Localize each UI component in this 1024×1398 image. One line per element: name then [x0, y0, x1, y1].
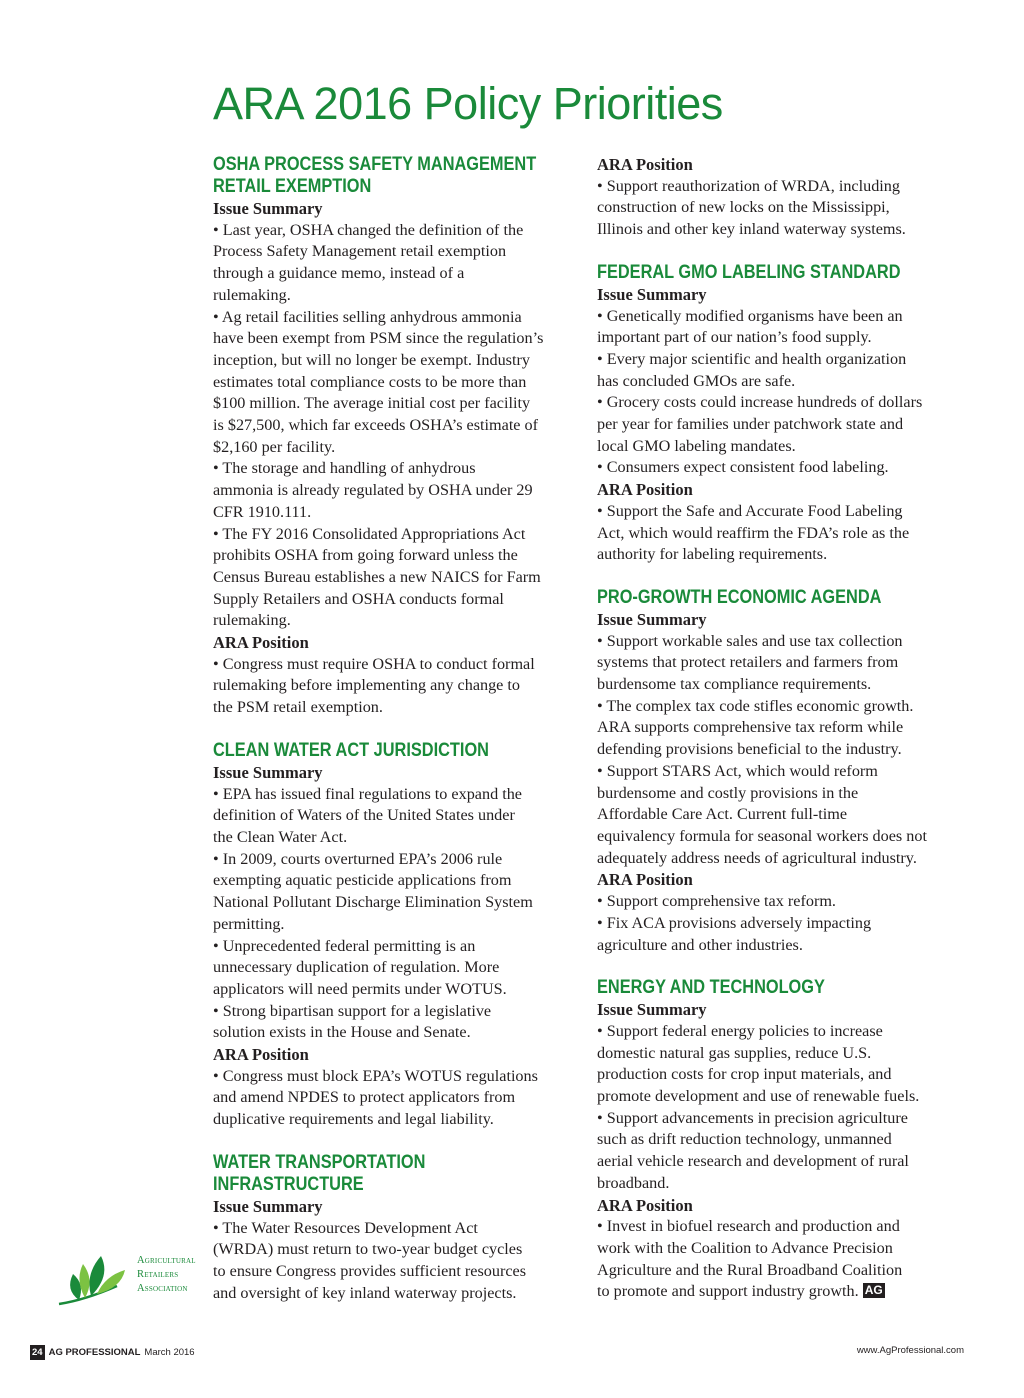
text-line: have been exempt from PSM since the regulation’s — [213, 329, 544, 348]
issue-summary-text — [597, 306, 969, 480]
text-line: prohibits OSHA from going forward unless the — [213, 546, 518, 565]
issue-summary-text — [213, 1218, 585, 1305]
footer-left — [30, 1345, 195, 1360]
section-heading: ENERGY AND TECHNOLOGY — [597, 977, 825, 999]
text-line: • Consumers expect consistent food labeling. — [597, 458, 889, 477]
text-line: • Strong bipartisan support for a legislative — [213, 1001, 492, 1020]
text-line: the Clean Water Act. — [213, 827, 348, 846]
issue-summary-text — [597, 1021, 969, 1195]
text-line: National Pollutant Discharge Elimination System — [213, 893, 533, 912]
text-line: important part of our nation’s food supply. — [597, 328, 872, 347]
ara-position-label: ARA Position — [213, 1045, 309, 1065]
text-line: promote development and use of renewable fuels. — [597, 1087, 920, 1106]
text-line: defending provisions beneficial to the industry. — [597, 740, 902, 759]
section-heading: PRO-GROWTH ECONOMIC AGENDA — [597, 586, 882, 608]
text-line: CFR 1910.111. — [213, 502, 312, 521]
text-line: rulemaking. — [213, 611, 291, 630]
text-line: • The storage and handling of anhydrous — [213, 459, 476, 478]
text-line: ammonia is already regulated by OSHA under 29 — [213, 481, 533, 500]
text-line: $100 million. The average initial cost per facility — [213, 394, 531, 413]
text-line: to promote and support industry growth. — [597, 1282, 859, 1301]
text-line: broadband. — [597, 1173, 670, 1192]
text-line: duplicative requirements and legal liability. — [213, 1110, 494, 1129]
text-line: work with the Coalition to Advance Precision — [597, 1238, 893, 1257]
text-line: Affordable Care Act. Current full-time — [597, 805, 848, 824]
ara-position-label: ARA Position — [213, 633, 309, 653]
text-line: authority for labeling requirements. — [597, 545, 828, 564]
text-line: • Unprecedented federal permitting is an — [213, 936, 476, 955]
text-line: • The complex tax code stifles economic growth. — [597, 696, 914, 715]
text-line: Census Bureau establishes a new NAICS for Farm — [213, 567, 541, 586]
text-line: Supply Retailers and OSHA conducts formal — [213, 589, 504, 608]
page-number: 24 — [32, 1347, 43, 1358]
issue-summary-text — [597, 631, 969, 870]
text-line: • Support workable sales and use tax collection — [597, 631, 903, 650]
ara-position-text — [597, 176, 969, 241]
text-line: Illinois and other key inland waterway systems. — [597, 220, 906, 239]
magazine-name: AG PROFESSIONAL — [48, 1347, 141, 1358]
text-line: • Support reauthorization of WRDA, including — [597, 176, 900, 195]
text-line: adequately address needs of agricultural industry. — [597, 848, 917, 867]
text-line: • Support the Safe and Accurate Food Labeling — [597, 501, 903, 520]
text-line: • Invest in biofuel research and production and — [597, 1217, 900, 1236]
text-line: through a guidance memo, instead of a — [213, 264, 465, 283]
ara-position-text — [597, 1216, 969, 1303]
issue-summary-label: Issue Summary — [213, 762, 323, 782]
end-mark-icon: AG — [864, 1283, 883, 1298]
text-line: the PSM retail exemption. — [213, 698, 383, 717]
text-line: $2,160 per facility. — [213, 437, 336, 456]
text-line: and amend NPDES to protect applicators from — [213, 1088, 516, 1107]
text-line: • EPA has issued final regulations to expand the — [213, 784, 522, 803]
left-column — [213, 154, 585, 1304]
issue-date: March 2016 — [144, 1347, 195, 1358]
text-line: to ensure Congress provides sufficient resources — [213, 1261, 527, 1280]
ara-logo — [55, 1250, 195, 1314]
text-line: estimates total compliance costs to be more than — [213, 372, 527, 391]
section-heading: CLEAN WATER ACT JURISDICTION — [213, 739, 489, 761]
text-line: solution exists in the House and Senate. — [213, 1023, 471, 1042]
text-line: Agriculture and the Rural Broadband Coalition — [597, 1260, 903, 1279]
text-line: • In 2009, courts overturned EPA’s 2006 rule — [213, 849, 503, 868]
text-line: aerial vehicle research and development of rural — [597, 1152, 909, 1171]
section-heading: WATER TRANSPORTATION INFRASTRUCTURE — [213, 1151, 426, 1195]
text-line: • Grocery costs could increase hundreds of dollars — [597, 393, 923, 412]
right-column — [597, 154, 969, 1303]
text-line: domestic natural gas supplies, reduce U.S. — [597, 1043, 872, 1062]
ara-position-text — [213, 654, 585, 719]
text-line: is $27,500, which far exceeds OSHA’s estimate of — [213, 416, 539, 435]
issue-summary-label: Issue Summary — [213, 199, 323, 218]
text-line: • Congress must require OSHA to conduct formal — [213, 654, 535, 673]
text-line: • Last year, OSHA changed the definition of the — [213, 220, 524, 239]
ara-position-text — [597, 891, 969, 956]
text-line: rulemaking before implementing any change to — [213, 676, 521, 695]
ara-position-text — [213, 1066, 585, 1131]
ara-position-label: ARA Position — [597, 870, 693, 890]
ara-position-label: ARA Position — [597, 480, 693, 500]
text-line: burdensome and costly provisions in the — [597, 783, 859, 802]
text-line: equivalency formula for seasonal workers does not — [597, 826, 927, 845]
text-line: • Support advancements in precision agriculture — [597, 1108, 908, 1127]
text-line: rulemaking. — [213, 285, 291, 304]
text-line: • The Water Resources Development Act — [213, 1218, 478, 1237]
text-line: Act, which would reaffirm the FDA’s role as the — [597, 523, 910, 542]
section-heading: FEDERAL GMO LABELING STANDARD — [597, 261, 901, 283]
text-line: • Fix ACA provisions adversely impacting — [597, 913, 872, 932]
issue-summary-text — [213, 220, 585, 632]
text-line: such as drift reduction technology, unmanned — [597, 1130, 892, 1149]
text-line: • Support STARS Act, which would reform — [597, 761, 878, 780]
text-line: local GMO labeling mandates. — [597, 436, 796, 455]
ara-position-text — [597, 501, 969, 566]
text-line: • The FY 2016 Consolidated Appropriations Act — [213, 524, 526, 543]
text-line: inception, but will no longer be exempt. Industry — [213, 350, 530, 369]
text-line: definition of Waters of the United States under — [213, 806, 515, 825]
page-title: ARA 2016 Policy Priorities — [213, 78, 723, 129]
text-line: • Every major scientific and health organization — [597, 349, 907, 368]
text-line: • Ag retail facilities selling anhydrous ammonia — [213, 307, 522, 326]
text-line: (WRDA) must return to two-year budget cycles — [213, 1240, 523, 1259]
text-line: permitting. — [213, 914, 285, 933]
text-line: exempting aquatic pesticide applications from — [213, 871, 512, 890]
text-line: burdensome tax compliance requirements. — [597, 675, 872, 694]
ara-position-label: ARA Position — [597, 155, 693, 174]
text-line: Process Safety Management retail exemption — [213, 242, 507, 261]
text-line: has concluded GMOs are safe. — [597, 371, 796, 390]
text-line: and oversight of key inland waterway projects. — [213, 1283, 517, 1302]
text-line: • Support comprehensive tax reform. — [597, 892, 836, 911]
text-line: per year for families under patchwork state and — [597, 415, 904, 434]
text-line: • Genetically modified organisms have been an — [597, 306, 903, 325]
section-heading: OSHA PROCESS SAFETY MANAGEMENT RETAIL EXEMPTION — [213, 154, 537, 197]
issue-summary-label: Issue Summary — [597, 284, 707, 304]
text-line: • Congress must block EPA’s WOTUS regulations — [213, 1066, 538, 1085]
text-line: unnecessary duplication of regulation. More — [213, 958, 500, 977]
issue-summary-label: Issue Summary — [213, 1196, 323, 1216]
text-line: • Support federal energy policies to increase — [597, 1021, 883, 1040]
text-line: applicators will need permits under WOTUS. — [213, 979, 507, 998]
leaf-logo-icon — [55, 1250, 137, 1314]
text-line: production costs for crop input materials, and — [597, 1065, 892, 1084]
issue-summary-label: Issue Summary — [597, 609, 707, 629]
issue-summary-label: Issue Summary — [597, 1000, 707, 1020]
ara-position-label: ARA Position — [597, 1195, 693, 1215]
text-line: agriculture and other industries. — [597, 935, 803, 954]
issue-summary-text — [213, 784, 585, 1044]
text-line: systems that protect retailers and farmers from — [597, 653, 899, 672]
logo-text: Agricultural Retailers Association — [137, 1255, 196, 1294]
text-line: construction of new locks on the Mississippi, — [597, 198, 890, 217]
text-line: ARA supports comprehensive tax reform while — [597, 718, 904, 737]
footer-url[interactable]: www.AgProfessional.com — [856, 1345, 964, 1356]
